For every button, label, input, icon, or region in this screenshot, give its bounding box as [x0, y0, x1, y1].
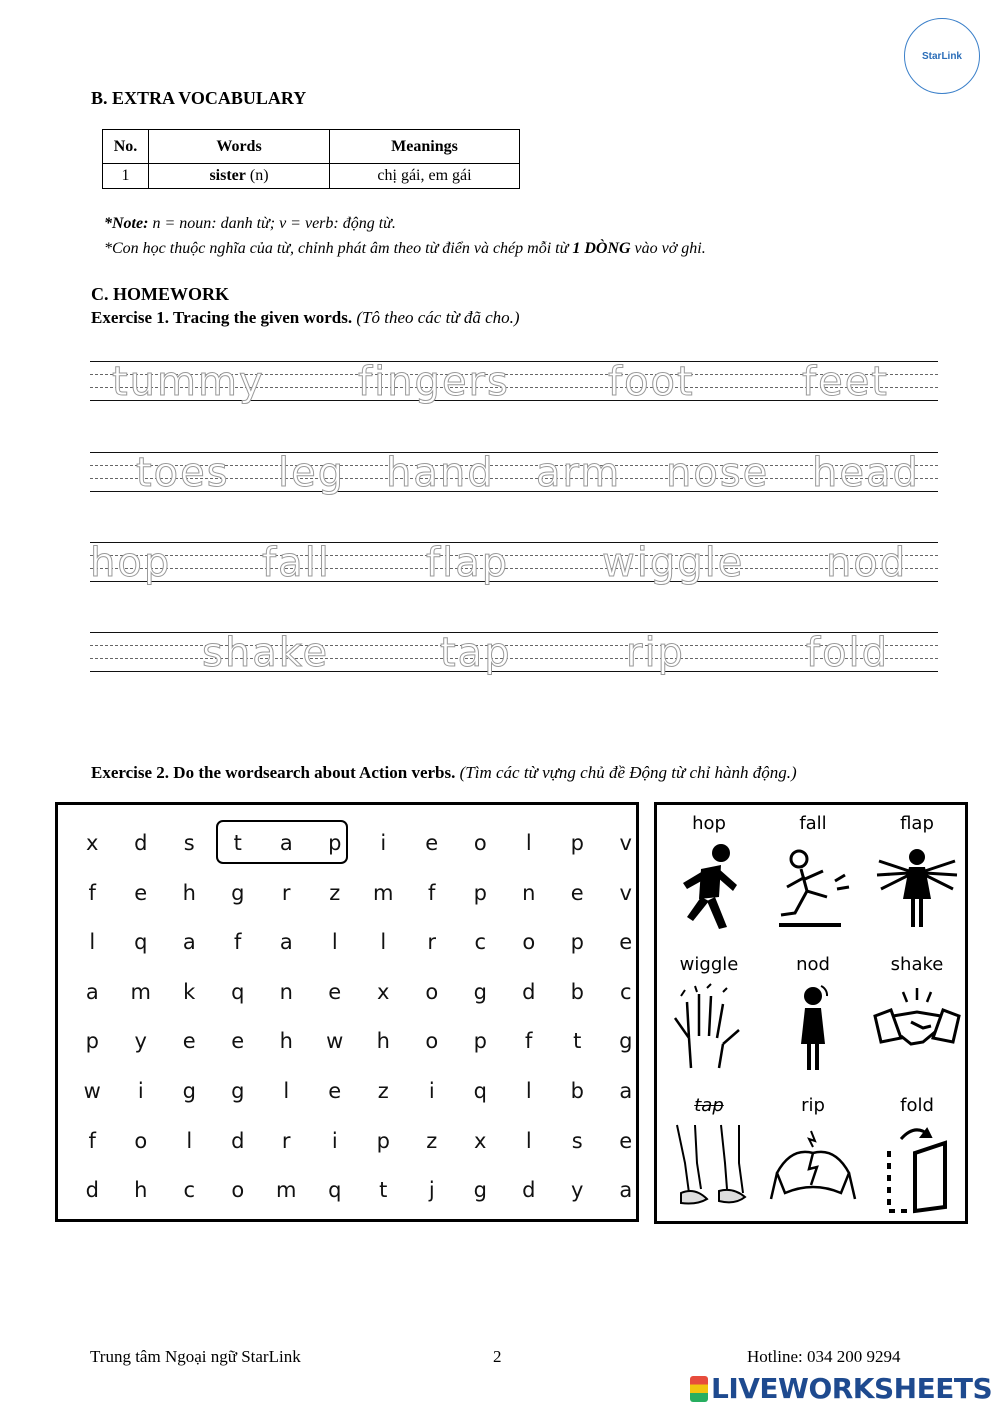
- wordsearch-grid: [55, 802, 639, 1222]
- grid-letter[interactable]: q: [328, 1178, 342, 1203]
- trace-word[interactable]: fall: [262, 540, 331, 586]
- col-header-no: No.: [103, 130, 149, 164]
- trace-word[interactable]: tap: [440, 630, 512, 676]
- grid-letter[interactable]: x: [377, 979, 390, 1004]
- grid-letter[interactable]: o: [473, 831, 487, 855]
- grid-letter[interactable]: p: [473, 880, 487, 905]
- grid-letter[interactable]: d: [231, 1128, 245, 1153]
- note-label: *Note:: [104, 215, 149, 232]
- liveworksheets-logo-icon: [690, 1376, 708, 1402]
- trace-word[interactable]: head: [812, 450, 920, 496]
- grid-letter[interactable]: w: [326, 1029, 344, 1054]
- trace-word[interactable]: fold: [806, 630, 890, 676]
- trace-word[interactable]: feet: [802, 359, 889, 405]
- grid-letter[interactable]: f: [88, 1128, 96, 1153]
- grid-letter[interactable]: x: [474, 1128, 487, 1153]
- grid-letter[interactable]: c: [619, 979, 632, 1004]
- row-meaning: chị gái, em gái: [330, 164, 520, 189]
- grid-letter[interactable]: o: [134, 1128, 148, 1153]
- grid-letter[interactable]: d: [134, 831, 148, 855]
- trace-word[interactable]: arm: [536, 450, 622, 496]
- grid-letter[interactable]: c: [474, 930, 487, 955]
- wiggle-icon: [667, 982, 751, 1074]
- grid-letter[interactable]: i: [428, 1078, 435, 1103]
- grid-letter[interactable]: b: [570, 979, 584, 1004]
- hotline: Hotline: 034 200 9294: [747, 1347, 901, 1366]
- grid-letter[interactable]: p: [328, 831, 342, 855]
- picture-fold: [865, 1093, 969, 1233]
- vocabulary-table: [102, 129, 520, 189]
- section-b-title: B. EXTRA VOCABULARY: [91, 88, 307, 108]
- grid-letter[interactable]: p: [85, 1029, 99, 1054]
- grid-letter[interactable]: t: [573, 1029, 582, 1054]
- picture-label: nod: [796, 954, 830, 975]
- trace-word[interactable]: shake: [202, 630, 330, 676]
- grid-letter[interactable]: m: [373, 880, 394, 905]
- footer-center-name: Trung tâm Ngoại ngữ StarLink: [90, 1347, 301, 1366]
- exercise-2-heading: Exercise 2. Do the wordsearch about Action verbs.: [91, 763, 456, 782]
- grid-letter[interactable]: a: [279, 831, 293, 855]
- picture-panel: [654, 802, 968, 1224]
- grid-letter[interactable]: y: [134, 1029, 147, 1054]
- page-number: 2: [493, 1347, 502, 1366]
- picture-label: fold: [900, 1095, 934, 1116]
- grid-letter[interactable]: d: [85, 1178, 99, 1203]
- grid-letter[interactable]: r: [281, 880, 291, 905]
- grid-letter[interactable]: a: [279, 930, 293, 955]
- section-c-title: C. HOMEWORK: [91, 284, 229, 304]
- grid-letter[interactable]: l: [331, 930, 338, 955]
- grid-letter[interactable]: p: [570, 930, 584, 955]
- note-line-2: [104, 240, 706, 258]
- grid-letter[interactable]: g: [473, 1178, 487, 1203]
- grid-letter[interactable]: i: [331, 1128, 338, 1153]
- grid-letter[interactable]: q: [473, 1078, 487, 1103]
- grid-letter[interactable]: m: [130, 979, 151, 1004]
- grid-letter[interactable]: f: [428, 880, 436, 905]
- nod-icon: [771, 982, 855, 1074]
- grid-letter[interactable]: p: [376, 1128, 390, 1153]
- tap-icon: [667, 1123, 751, 1215]
- grid-letter[interactable]: z: [329, 880, 341, 905]
- grid-letter[interactable]: e: [134, 880, 148, 905]
- picture-label: hop: [692, 813, 726, 834]
- grid-letter[interactable]: e: [328, 1078, 342, 1103]
- trace-word[interactable]: nod: [826, 540, 908, 586]
- grid-letter[interactable]: s: [571, 1128, 583, 1153]
- grid-letter[interactable]: e: [425, 831, 439, 855]
- trace-word[interactable]: leg: [278, 450, 346, 496]
- grid-letter[interactable]: b: [570, 1078, 584, 1103]
- grid-letter[interactable]: d: [522, 979, 536, 1004]
- picture-wiggle: [657, 952, 761, 1092]
- hop-icon: [669, 841, 749, 933]
- grid-letter[interactable]: e: [570, 880, 584, 905]
- letter-grid: [68, 819, 650, 1216]
- trace-word[interactable]: fingers: [358, 359, 510, 405]
- trace-word[interactable]: tummy: [112, 359, 265, 405]
- grid-letter[interactable]: q: [231, 979, 245, 1004]
- grid-letter[interactable]: h: [279, 1029, 293, 1054]
- grid-letter[interactable]: l: [525, 1128, 532, 1153]
- row-word: [149, 164, 330, 189]
- note-line-2-b: vào vở ghi.: [630, 240, 706, 257]
- grid-letter[interactable]: e: [619, 930, 633, 955]
- exercise-2-subtitle: (Tìm các từ vựng chủ đề Động từ chỉ hành động.): [459, 763, 797, 782]
- grid-letter[interactable]: l: [186, 1128, 193, 1153]
- picture-label: fall: [799, 813, 827, 834]
- grid-letter[interactable]: n: [279, 979, 293, 1004]
- fold-icon: [875, 1123, 959, 1215]
- note-line-1: [104, 215, 396, 233]
- picture-flap: [865, 811, 969, 951]
- grid-letter[interactable]: o: [522, 930, 536, 955]
- grid-letter[interactable]: g: [473, 979, 487, 1004]
- word-text: sister: [209, 167, 246, 184]
- grid-letter[interactable]: g: [231, 880, 245, 905]
- table-row: [103, 164, 520, 189]
- trace-word[interactable]: nose: [666, 450, 770, 496]
- picture-label: rip: [801, 1095, 825, 1116]
- exercise-1-title: [91, 308, 520, 328]
- grid-letter[interactable]: f: [88, 880, 96, 905]
- grid-letter[interactable]: h: [376, 1029, 390, 1054]
- col-header-meanings: Meanings: [330, 130, 520, 164]
- grid-letter[interactable]: h: [182, 880, 196, 905]
- shake-icon: [871, 982, 963, 1074]
- grid-letter[interactable]: a: [182, 930, 196, 955]
- note-line-2-a: *Con học thuộc nghĩa của từ, chỉnh phát âm theo từ điển và chép mỗi từ: [104, 240, 573, 257]
- liveworksheets-brand: [690, 1372, 992, 1405]
- grid-letter[interactable]: e: [231, 1029, 245, 1054]
- grid-letter[interactable]: j: [428, 1178, 435, 1203]
- grid-letter[interactable]: r: [281, 1128, 291, 1153]
- grid-letter[interactable]: k: [183, 979, 196, 1004]
- trace-word[interactable]: foot: [608, 359, 695, 405]
- grid-letter[interactable]: p: [570, 831, 584, 855]
- grid-letter[interactable]: l: [89, 930, 96, 955]
- grid-letter[interactable]: t: [379, 1178, 388, 1203]
- grid-letter[interactable]: e: [619, 1128, 633, 1153]
- picture-nod: [761, 952, 865, 1092]
- picture-label: tap: [694, 1095, 724, 1116]
- grid-letter[interactable]: y: [571, 1178, 584, 1203]
- exercise-2-title: [91, 763, 797, 783]
- grid-letter[interactable]: z: [426, 1128, 438, 1153]
- grid-letter[interactable]: l: [525, 831, 532, 855]
- trace-row-4: [90, 630, 938, 676]
- row-no: 1: [103, 164, 149, 189]
- picture-fall: [761, 811, 865, 951]
- picture-rip: [761, 1093, 865, 1233]
- grid-letter[interactable]: o: [425, 1029, 439, 1054]
- grid-letter[interactable]: t: [233, 831, 242, 855]
- grid-letter[interactable]: a: [85, 979, 99, 1004]
- trace-row-3: [90, 540, 938, 586]
- picture-label: shake: [890, 954, 944, 975]
- trace-row-1: [90, 359, 938, 405]
- grid-letter[interactable]: o: [231, 1178, 245, 1203]
- grid-letter[interactable]: e: [182, 1029, 196, 1054]
- fall-icon: [771, 841, 855, 933]
- grid-letter[interactable]: i: [137, 1078, 144, 1103]
- grid-letter[interactable]: a: [619, 1178, 633, 1203]
- grid-letter[interactable]: i: [380, 831, 387, 855]
- rip-icon: [767, 1123, 859, 1215]
- grid-letter[interactable]: m: [276, 1178, 297, 1203]
- word-pos: (n): [249, 167, 269, 184]
- grid-letter[interactable]: s: [183, 831, 195, 855]
- col-header-words: Words: [149, 130, 330, 164]
- picture-hop: [657, 811, 761, 951]
- grid-letter[interactable]: g: [231, 1078, 245, 1103]
- trace-word[interactable]: hand: [386, 450, 495, 496]
- grid-letter[interactable]: x: [86, 831, 99, 855]
- grid-letter[interactable]: z: [377, 1078, 389, 1103]
- trace-word[interactable]: flap: [426, 540, 510, 586]
- grid-letter[interactable]: d: [522, 1178, 536, 1203]
- grid-letter[interactable]: o: [425, 979, 439, 1004]
- grid-letter[interactable]: n: [522, 880, 536, 905]
- note-line-2-bold: 1 DÒNG: [572, 240, 631, 257]
- trace-row-2: [90, 450, 938, 496]
- grid-letter[interactable]: e: [328, 979, 342, 1004]
- grid-letter[interactable]: v: [619, 831, 632, 855]
- grid-letter[interactable]: r: [427, 930, 437, 955]
- grid-letter[interactable]: a: [619, 1078, 633, 1103]
- trace-word[interactable]: wiggle: [602, 540, 745, 586]
- exercise-1-heading: Exercise 1. Tracing the given words.: [91, 308, 353, 327]
- grid-letter[interactable]: f: [525, 1029, 533, 1054]
- grid-letter[interactable]: h: [134, 1178, 148, 1203]
- grid-letter[interactable]: l: [380, 930, 387, 955]
- grid-letter[interactable]: g: [182, 1078, 196, 1103]
- brand-text: LIVEWORKSHEETS: [711, 1372, 993, 1405]
- trace-word[interactable]: rip: [626, 630, 685, 676]
- starlink-logo: StarLink: [904, 18, 980, 94]
- grid-letter[interactable]: l: [525, 1078, 532, 1103]
- picture-tap: [657, 1093, 761, 1233]
- grid-letter[interactable]: w: [83, 1078, 101, 1103]
- picture-label: wiggle: [679, 954, 739, 975]
- found-word-highlight: [216, 820, 348, 864]
- picture-label: flap: [900, 813, 934, 834]
- grid-letter[interactable]: c: [183, 1178, 196, 1203]
- grid-letter[interactable]: p: [473, 1029, 487, 1054]
- note-text: n = noun: danh từ; v = verb: động từ.: [148, 215, 396, 232]
- grid-letter[interactable]: v: [619, 880, 632, 905]
- picture-shake: [865, 952, 969, 1092]
- flap-icon: [875, 841, 959, 933]
- trace-word[interactable]: hop: [90, 540, 172, 586]
- grid-letter[interactable]: l: [283, 1078, 290, 1103]
- trace-word[interactable]: toes: [136, 450, 230, 496]
- grid-letter[interactable]: f: [234, 930, 242, 955]
- grid-letter[interactable]: q: [134, 930, 148, 955]
- exercise-1-subtitle: (Tô theo các từ đã cho.): [356, 308, 520, 327]
- grid-letter[interactable]: g: [619, 1029, 633, 1054]
